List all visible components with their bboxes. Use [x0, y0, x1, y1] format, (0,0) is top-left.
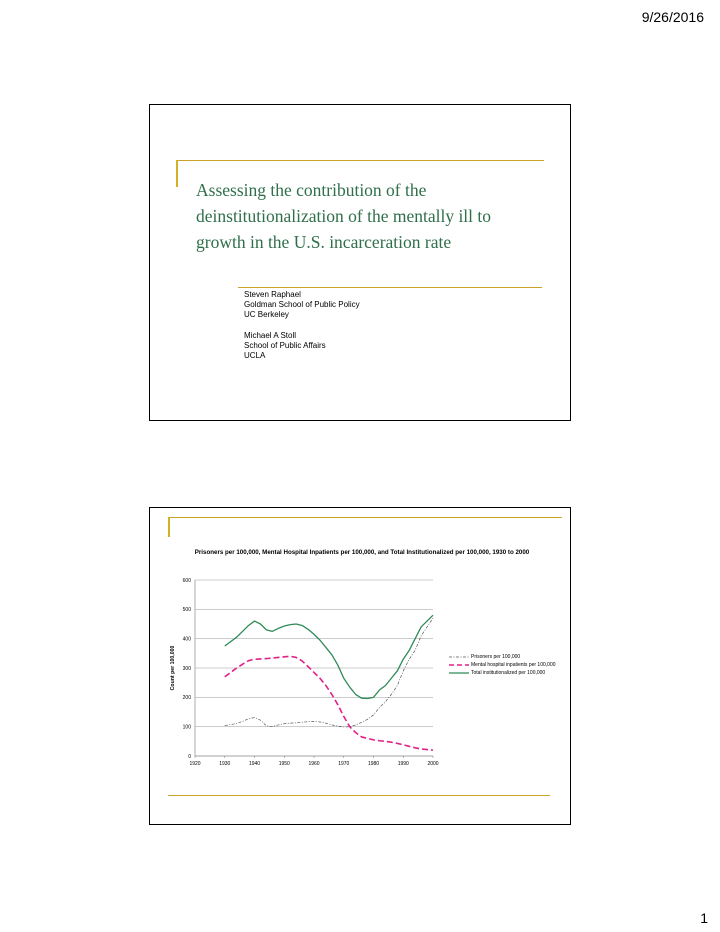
author-name: Michael A Stoll: [244, 331, 297, 340]
legend-label: Total institutionalized per 100,000: [471, 670, 546, 676]
x-tick-label: 1930: [219, 761, 231, 767]
x-tick-label: 1950: [278, 761, 290, 767]
title-left-bar: [176, 160, 178, 187]
x-tick-label: 1920: [189, 761, 201, 767]
title-top-rule: [176, 160, 544, 161]
x-tick-label: 1990: [397, 761, 409, 767]
author-school: Goldman School of Public Policy: [244, 300, 360, 309]
x-tick-label: 1980: [367, 761, 380, 767]
page-date: 9/26/2016: [641, 9, 704, 25]
y-tick-label: 200: [182, 695, 191, 702]
page-number: 1: [700, 910, 708, 926]
x-tick-label: 1940: [248, 761, 261, 767]
legend-label: Prisoners per 100,000: [471, 654, 521, 660]
title-slide: [149, 104, 571, 421]
title-bottom-rule: [238, 287, 542, 288]
slide-title: Assessing the contribution of the deinstitutionalization of the mentally ill to growth in the U.S. incarceration rate: [196, 180, 492, 252]
chart-bottom-rule: [168, 795, 550, 796]
series-line-2: [225, 615, 433, 698]
y-tick-label: 600: [182, 577, 191, 584]
legend-swatch: [449, 662, 469, 668]
y-tick-label: 400: [182, 636, 191, 643]
y-axis-label: Count per 100,000: [170, 645, 176, 691]
y-tick-label: 500: [182, 607, 191, 614]
chart-legend: [449, 653, 556, 677]
legend-swatch: [449, 670, 469, 676]
legend-item-mental: [449, 661, 556, 669]
y-tick-label: 100: [182, 724, 191, 731]
author-school: School of Public Affairs: [244, 341, 326, 350]
series-line-1: [225, 656, 433, 750]
chart-slide: [149, 507, 571, 825]
legend-item-total: [449, 669, 556, 677]
legend-item-prisoners: [449, 653, 556, 661]
author-university: UC Berkeley: [244, 310, 289, 319]
legend-swatch: [449, 654, 469, 660]
y-tick-label: 0: [188, 753, 191, 760]
chart-title: Prisoners per 100,000, Mental Hospital Inpatients per 100,000, and Total Institutionalized per 100,000, 1930 to 2000: [194, 549, 530, 556]
x-tick-label: 1970: [338, 761, 350, 767]
author-block-1: [244, 290, 360, 320]
x-tick-label: 2000: [427, 761, 439, 767]
x-tick-label: 1960: [308, 761, 320, 767]
author-block-2: [244, 331, 326, 361]
author-name: Steven Raphael: [244, 290, 301, 299]
series-line-0: [225, 618, 433, 727]
y-tick-label: 300: [182, 665, 191, 672]
legend-label: Mental hospital inpatients per 100,000: [471, 662, 556, 668]
author-university: UCLA: [244, 351, 266, 360]
